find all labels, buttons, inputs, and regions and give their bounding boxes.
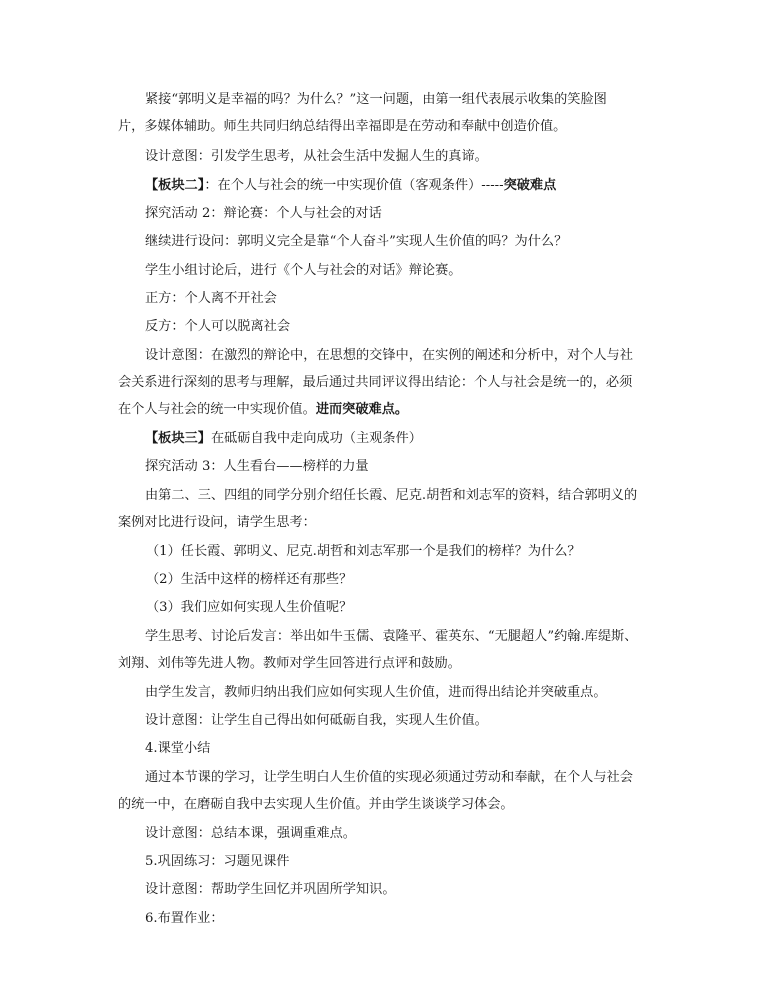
paragraph-line: 的统一中，在磨砺自我中去实现人生价值。并由学生谈谈学习体会。 <box>118 797 514 812</box>
block-3-text: 在砥砺自我中走向成功（主观条件） <box>210 431 422 446</box>
design-intent-1: 设计意图：引发学生思考，从社会生活中发掘人生的真谛。 <box>145 149 488 164</box>
block-2-heading <box>145 177 685 195</box>
block-3-label: 【板块三】 <box>145 431 211 446</box>
block-3-heading <box>145 430 685 448</box>
intent-2-bold: 进而突破难点。 <box>315 402 409 417</box>
paragraph-line: 刘翔、刘伟等先进人物。教师对学生回答进行点评和鼓励。 <box>118 656 461 671</box>
pro-side: 正方：个人离不开社会 <box>145 291 277 306</box>
section-5-heading: 5.巩固练习：习题见课件 <box>145 854 290 869</box>
design-intent-5: 设计意图：帮助学生回忆并巩固所学知识。 <box>145 882 396 897</box>
section-6-heading: 6.布置作业： <box>145 911 224 926</box>
activity-2: 探究活动 2：辩论赛：个人与社会的对话 <box>145 206 382 221</box>
paragraph-line: 案例对比进行设问，请学生思考： <box>118 515 316 530</box>
intent-2-tail: 在个人与社会的统一中实现价值。 <box>118 402 316 417</box>
question-3: （3）我们应如何实现人生价值呢？ <box>146 600 353 615</box>
block-2-bold: 突破难点 <box>503 178 557 193</box>
paragraph-line: 学生思考、讨论后发言：举出如牛玉儒、袁隆平、霍英东、“无腿超人”约翰.库缇斯、 <box>145 629 638 644</box>
summary-3: 由学生发言，教师归纳出我们应如何实现人生价值，进而得出结论并突破重点。 <box>145 685 607 700</box>
paragraph-line: 由第二、三、四组的同学分别介绍任长霞、尼克.胡哲和刘志军的资料，结合郭明义的 <box>145 488 638 503</box>
block-2-text: ：在个人与社会的统一中实现价值（客观条件）----- <box>204 178 504 193</box>
activity-3: 探究活动 3：人生看台——榜样的力量 <box>145 459 369 474</box>
paragraph-line: 通过本节课的学习，让学生明白人生价值的实现必须通过劳动和奉献，在个人与社会 <box>145 770 633 785</box>
block-2-label: 【板块二】 <box>145 178 205 193</box>
con-side: 反方：个人可以脱离社会 <box>145 319 291 334</box>
paragraph-line: 设计意图：在激烈的辩论中，在思想的交锋中，在实例的阐述和分析中，对个人与社 <box>145 348 633 363</box>
group-discussion: 学生小组讨论后，进行《个人与社会的对话》辩论赛。 <box>145 263 462 278</box>
section-4-heading: 4.课堂小结 <box>145 741 211 756</box>
question-2: （2）生活中这样的榜样还有那些？ <box>146 572 353 587</box>
design-intent-3: 设计意图：让学生自己得出如何砥砺自我，实现人生价值。 <box>145 713 488 728</box>
design-intent-4: 设计意图：总结本课，强调重难点。 <box>145 826 356 841</box>
paragraph-line <box>118 401 658 419</box>
paragraph-line: 紧接“郭明义是幸福的吗？为什么？”这一问题，由第一组代表展示收集的笑脸图 <box>145 92 607 107</box>
question-1: （1）任长霞、郭明义、尼克.胡哲和刘志军那一个是我们的榜样？为什么？ <box>146 544 581 559</box>
paragraph-line: 会关系进行深刻的思考与理解，最后通过共同评议得出结论：个人与社会是统一的，必须 <box>118 375 633 390</box>
paragraph-line: 片，多媒体辅助。师生共同归纳总结得出幸福即是在劳动和奉献中创造价值。 <box>118 119 567 134</box>
question-line: 继续进行设问：郭明义完全是靠“个人奋斗”实现人生价值的吗？为什么？ <box>145 234 568 249</box>
